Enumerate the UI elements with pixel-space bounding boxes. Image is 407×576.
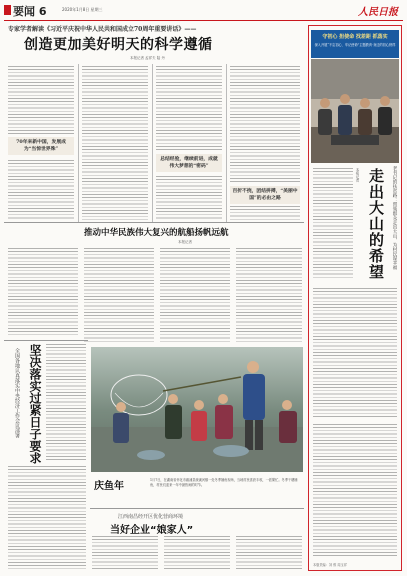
left-vertical-subtitle: 全国各地认真落实中央经济工作会议部署 xyxy=(14,348,20,438)
pull-quote: 百折不挠，团结拼搏，“美丽中国”的必由之路 xyxy=(230,186,300,204)
second-headline: 推动中华民族伟大复兴的航船扬帆远航 xyxy=(84,228,229,238)
lead-text-column xyxy=(8,160,74,220)
page-header xyxy=(0,0,407,20)
left-text-column xyxy=(8,466,86,570)
feature-banner xyxy=(311,30,399,58)
feature-text-column xyxy=(313,168,353,278)
section-marker xyxy=(4,5,11,15)
lead-text-column xyxy=(82,66,148,220)
section-divider xyxy=(4,340,88,341)
photo-title: 庆鱼年 xyxy=(94,481,124,492)
bottom-headline: 当好企业“娘家人” xyxy=(110,525,194,536)
page-editor-credit: 本版责编：刘 维 周玉祥 xyxy=(313,563,347,567)
news-photo-fishing xyxy=(91,347,303,472)
bottom-text-column xyxy=(92,536,158,570)
bottom-text-column xyxy=(164,536,230,570)
lead-text-column xyxy=(156,66,222,152)
newspaper-logo: 人民日报 xyxy=(358,7,398,18)
issue-date: 2020年1月8日 星期三 xyxy=(62,7,103,12)
second-text-column xyxy=(84,248,154,342)
second-text-column xyxy=(236,248,302,342)
pull-quote: 总结经验，继续前进，成就伟大梦想的“密码” xyxy=(156,154,222,172)
photo-caption: 1月7日，在湖南省怀化市溆浦县统溪河镇一处冬季捕鱼现场，当地村民喜获丰收，一派繁忙。冬季干塘捕鱼，村民们迎来一年中最热闹的时节。 xyxy=(150,478,298,487)
lead-text-column xyxy=(230,66,300,184)
second-text-column xyxy=(8,248,78,336)
feature-photo-villagers xyxy=(311,59,399,163)
column-divider xyxy=(78,64,79,222)
second-byline: 本报记者 xyxy=(178,240,192,244)
column-divider xyxy=(226,64,227,222)
feature-text-column xyxy=(313,288,397,418)
banner-subtitle: 深入开展“不忘初心、牢记使命”主题教育·身边的初心榜样 xyxy=(314,43,396,47)
lead-text-column xyxy=(156,176,222,220)
section-divider xyxy=(90,508,304,509)
feature-text-column xyxy=(313,424,397,556)
section-title: 要闻 6 xyxy=(13,5,47,18)
feature-subtitle: 老书记的扶贫路：带领群众走出大山，为村民谋幸福 xyxy=(392,166,397,270)
feature-byline: 本报记者 xyxy=(356,168,360,182)
lead-byline: 本报记者 孟祥夫 陆 丹 xyxy=(130,56,165,60)
column-divider xyxy=(152,64,153,222)
pull-quote: 70年来新中国，发展成为“当惊世界殊” xyxy=(8,137,74,155)
bottom-kicker: 江西南昌经开区优化营商环境 xyxy=(118,514,184,520)
banner-slogan: 守初心 担使命 找差距 抓落实 xyxy=(322,34,388,40)
section-divider xyxy=(4,222,304,223)
lead-text-column xyxy=(230,206,300,220)
feature-box xyxy=(308,25,402,571)
feature-headline: 走出大山的希望 xyxy=(367,168,385,280)
left-vertical-title: 坚决落实过紧日子要求 xyxy=(28,344,42,464)
header-rule xyxy=(4,20,403,21)
left-text-column xyxy=(46,344,86,462)
lead-kicker: 专家学者解读《习近平庆祝中华人民共和国成立70周年重要讲话》—— xyxy=(8,26,197,33)
second-text-column xyxy=(160,248,230,342)
lead-headline: 创造更加美好明天的科学遵循 xyxy=(24,37,213,53)
bottom-text-column xyxy=(236,536,302,570)
lead-text-column xyxy=(8,66,74,136)
